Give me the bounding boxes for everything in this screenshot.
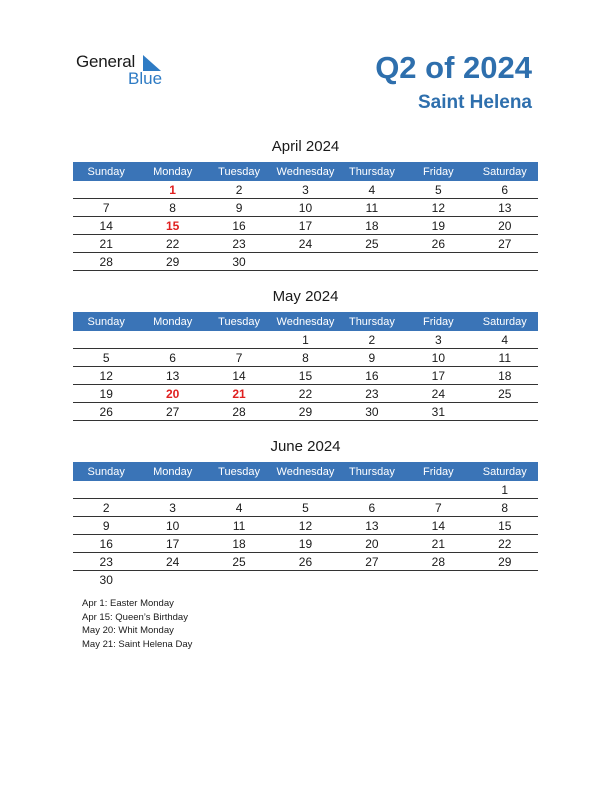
day-cell xyxy=(73,331,139,349)
day-cell: 12 xyxy=(272,517,338,535)
week-row xyxy=(73,367,538,385)
week-row xyxy=(73,499,538,517)
month-title: May 2024 xyxy=(272,288,339,305)
day-cell: 9 xyxy=(73,517,139,535)
day-cell xyxy=(206,331,272,349)
day-cell: 13 xyxy=(139,367,205,385)
day-cell: 18 xyxy=(472,367,538,385)
day-cell: 27 xyxy=(139,403,205,421)
day-cell: 19 xyxy=(272,535,338,553)
day-cell: 3 xyxy=(139,499,205,517)
calendar-table xyxy=(73,162,538,271)
day-cell: 23 xyxy=(73,553,139,571)
brand-general-text: General xyxy=(76,52,136,71)
day-cell: 26 xyxy=(272,553,338,571)
day-cell xyxy=(73,181,139,199)
week-row xyxy=(73,253,538,271)
day-cell: 4 xyxy=(206,499,272,517)
day-cell xyxy=(339,481,405,499)
weekday-header: Sunday xyxy=(73,162,139,181)
week-row xyxy=(73,481,538,499)
day-cell: 6 xyxy=(472,181,538,199)
day-cell: 5 xyxy=(73,349,139,367)
day-cell: 29 xyxy=(139,253,205,271)
day-cell: 22 xyxy=(472,535,538,553)
day-cell: 20 xyxy=(472,217,538,235)
day-cell: 7 xyxy=(73,199,139,217)
week-row xyxy=(73,553,538,571)
day-cell: 27 xyxy=(339,553,405,571)
weekday-header: Thursday xyxy=(339,312,405,331)
day-cell: 25 xyxy=(206,553,272,571)
weekday-header-row xyxy=(73,462,538,481)
day-cell: 31 xyxy=(405,403,471,421)
day-cell: 22 xyxy=(139,235,205,253)
day-cell: 13 xyxy=(472,199,538,217)
day-cell: 21 xyxy=(405,535,471,553)
day-cell xyxy=(339,253,405,271)
week-row xyxy=(73,535,538,553)
day-cell: 16 xyxy=(206,217,272,235)
month-june xyxy=(73,437,538,588)
day-cell: 2 xyxy=(73,499,139,517)
day-cell: 4 xyxy=(472,331,538,349)
day-cell: 16 xyxy=(73,535,139,553)
weekday-header: Monday xyxy=(139,312,205,331)
day-cell: 1 xyxy=(139,181,205,199)
day-cell: 15 xyxy=(272,367,338,385)
brand-blue-text: Blue xyxy=(128,69,163,88)
day-cell: 1 xyxy=(472,481,538,499)
calendar-table xyxy=(73,462,538,588)
week-row xyxy=(73,517,538,535)
day-cell: 7 xyxy=(405,499,471,517)
day-cell: 28 xyxy=(206,403,272,421)
weekday-header: Saturday xyxy=(472,162,538,181)
day-cell: 2 xyxy=(206,181,272,199)
week-row xyxy=(73,181,538,199)
month-april xyxy=(73,137,538,271)
day-cell: 17 xyxy=(272,217,338,235)
weekday-header: Monday xyxy=(139,162,205,181)
day-cell: 10 xyxy=(405,349,471,367)
day-cell xyxy=(139,481,205,499)
day-cell: 21 xyxy=(206,385,272,403)
day-cell: 9 xyxy=(339,349,405,367)
month-title: June 2024 xyxy=(270,438,341,455)
day-cell: 20 xyxy=(339,535,405,553)
week-row xyxy=(73,217,538,235)
day-cell: 9 xyxy=(206,199,272,217)
weekday-header: Tuesday xyxy=(206,312,272,331)
day-cell: 11 xyxy=(472,349,538,367)
calendar-table xyxy=(73,312,538,421)
day-cell: 29 xyxy=(272,403,338,421)
weekday-header: Tuesday xyxy=(206,162,272,181)
day-cell: 14 xyxy=(206,367,272,385)
weekday-header: Friday xyxy=(405,162,471,181)
day-cell xyxy=(472,253,538,271)
day-cell: 18 xyxy=(206,535,272,553)
weekday-header: Friday xyxy=(405,462,471,481)
day-cell: 19 xyxy=(405,217,471,235)
weekday-header: Wednesday xyxy=(272,162,338,181)
day-cell: 3 xyxy=(272,181,338,199)
weekday-header-row xyxy=(73,312,538,331)
day-cell: 8 xyxy=(472,499,538,517)
day-cell xyxy=(405,481,471,499)
week-row xyxy=(73,349,538,367)
weekday-header: Wednesday xyxy=(272,312,338,331)
day-cell: 3 xyxy=(405,331,471,349)
day-cell xyxy=(472,571,538,589)
day-cell xyxy=(139,331,205,349)
day-cell: 25 xyxy=(339,235,405,253)
week-row xyxy=(73,385,538,403)
weekday-header: Sunday xyxy=(73,462,139,481)
day-cell: 12 xyxy=(73,367,139,385)
day-cell: 12 xyxy=(405,199,471,217)
weekday-header: Thursday xyxy=(339,462,405,481)
day-cell: 2 xyxy=(339,331,405,349)
weekday-header: Thursday xyxy=(339,162,405,181)
day-cell: 11 xyxy=(339,199,405,217)
page-subtitle: Saint Helena xyxy=(417,92,532,113)
week-row xyxy=(73,403,538,421)
day-cell: 23 xyxy=(339,385,405,403)
day-cell: 1 xyxy=(272,331,338,349)
day-cell xyxy=(139,571,205,589)
day-cell: 23 xyxy=(206,235,272,253)
weekday-header: Wednesday xyxy=(272,462,338,481)
day-cell: 27 xyxy=(472,235,538,253)
day-cell: 8 xyxy=(139,199,205,217)
weekday-header: Saturday xyxy=(472,462,538,481)
day-cell: 21 xyxy=(73,235,139,253)
day-cell: 28 xyxy=(73,253,139,271)
day-cell xyxy=(405,253,471,271)
day-cell: 20 xyxy=(139,385,205,403)
day-cell xyxy=(272,481,338,499)
day-cell: 24 xyxy=(405,385,471,403)
day-cell xyxy=(206,571,272,589)
day-cell: 7 xyxy=(206,349,272,367)
week-row xyxy=(73,571,538,589)
day-cell: 15 xyxy=(472,517,538,535)
day-cell: 16 xyxy=(339,367,405,385)
day-cell xyxy=(73,481,139,499)
day-cell: 14 xyxy=(405,517,471,535)
day-cell xyxy=(272,571,338,589)
day-cell: 15 xyxy=(139,217,205,235)
day-cell xyxy=(272,253,338,271)
day-cell: 30 xyxy=(339,403,405,421)
day-cell: 10 xyxy=(272,199,338,217)
day-cell xyxy=(472,403,538,421)
holiday-note: May 20: Whit Monday xyxy=(82,625,174,636)
week-row xyxy=(73,331,538,349)
day-cell: 17 xyxy=(139,535,205,553)
day-cell: 26 xyxy=(73,403,139,421)
week-row xyxy=(73,235,538,253)
day-cell: 8 xyxy=(272,349,338,367)
page-title: Q2 of 2024 xyxy=(375,50,532,85)
day-cell: 6 xyxy=(139,349,205,367)
day-cell: 28 xyxy=(405,553,471,571)
weekday-header: Tuesday xyxy=(206,462,272,481)
week-row xyxy=(73,199,538,217)
day-cell: 5 xyxy=(405,181,471,199)
day-cell: 4 xyxy=(339,181,405,199)
day-cell: 6 xyxy=(339,499,405,517)
day-cell: 14 xyxy=(73,217,139,235)
day-cell: 11 xyxy=(206,517,272,535)
brand-logo xyxy=(76,52,176,92)
day-cell xyxy=(405,571,471,589)
holiday-note: Apr 1: Easter Monday xyxy=(82,598,174,609)
day-cell: 5 xyxy=(272,499,338,517)
day-cell: 26 xyxy=(405,235,471,253)
weekday-header: Friday xyxy=(405,312,471,331)
day-cell: 10 xyxy=(139,517,205,535)
day-cell: 22 xyxy=(272,385,338,403)
month-may xyxy=(73,287,538,421)
day-cell: 24 xyxy=(139,553,205,571)
weekday-header: Saturday xyxy=(472,312,538,331)
day-cell: 29 xyxy=(472,553,538,571)
day-cell: 24 xyxy=(272,235,338,253)
holiday-note: Apr 15: Queen’s Birthday xyxy=(82,611,188,623)
weekday-header: Monday xyxy=(139,462,205,481)
day-cell: 18 xyxy=(339,217,405,235)
day-cell: 30 xyxy=(206,253,272,271)
holiday-note: May 21: Saint Helena Day xyxy=(82,638,193,650)
day-cell xyxy=(206,481,272,499)
day-cell: 30 xyxy=(99,572,113,587)
weekday-header-row xyxy=(73,162,538,181)
day-cell: 17 xyxy=(405,367,471,385)
weekday-header: Sunday xyxy=(73,312,139,331)
holiday-notes xyxy=(82,597,192,651)
month-title: April 2024 xyxy=(271,138,340,155)
day-cell xyxy=(339,571,405,589)
day-cell: 25 xyxy=(472,385,538,403)
day-cell: 13 xyxy=(339,517,405,535)
day-cell: 19 xyxy=(73,385,139,403)
